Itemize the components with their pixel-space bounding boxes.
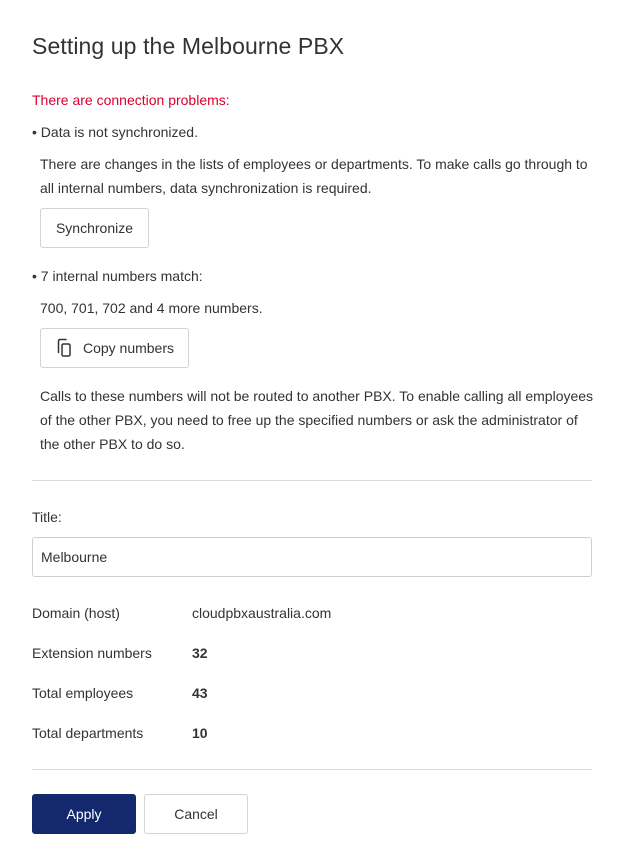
numbers-problem-note: Calls to these numbers will not be routed to another PBX. To enable calling all employees of the other PBX, you need to free up the specified numbers or ask the administrator of the other PBX to do so.: [40, 388, 594, 452]
connection-problems-heading: There are connection problems:: [32, 92, 230, 108]
copy-numbers-button[interactable]: [40, 328, 189, 368]
extension-numbers-label: Extension numbers: [32, 645, 152, 661]
sync-problem-description: There are changes in the lists of employees or departments. To make calls go through to all internal numbers, data synchronization is required.: [40, 156, 588, 196]
matching-numbers-list: 700, 701, 702 and 4 more numbers.: [40, 300, 263, 316]
total-employees-label: Total employees: [32, 685, 134, 701]
total-departments-value: 10: [192, 725, 208, 741]
total-departments-label: Total departments: [32, 725, 144, 741]
copy-numbers-label: Copy numbers: [82, 340, 175, 356]
cancel-button[interactable]: Cancel: [144, 794, 248, 834]
domain-value: cloudpbxaustralia.com: [192, 605, 332, 621]
synchronize-button[interactable]: Synchronize: [40, 208, 149, 248]
apply-button[interactable]: Apply: [32, 794, 136, 834]
dialog-title: Setting up the Melbourne PBX: [32, 33, 345, 59]
copy-icon: [55, 338, 73, 358]
extension-numbers-value: 32: [192, 645, 208, 661]
total-employees-value: 43: [192, 685, 208, 701]
title-field-label: Title:: [32, 509, 62, 525]
section-divider: [32, 480, 592, 481]
sync-problem-bullet: • Data is not synchronized.: [32, 124, 198, 140]
title-input[interactable]: [32, 537, 592, 577]
footer-divider: [32, 769, 592, 770]
domain-label: Domain (host): [32, 605, 120, 621]
numbers-problem-bullet: • 7 internal numbers match:: [32, 268, 203, 284]
